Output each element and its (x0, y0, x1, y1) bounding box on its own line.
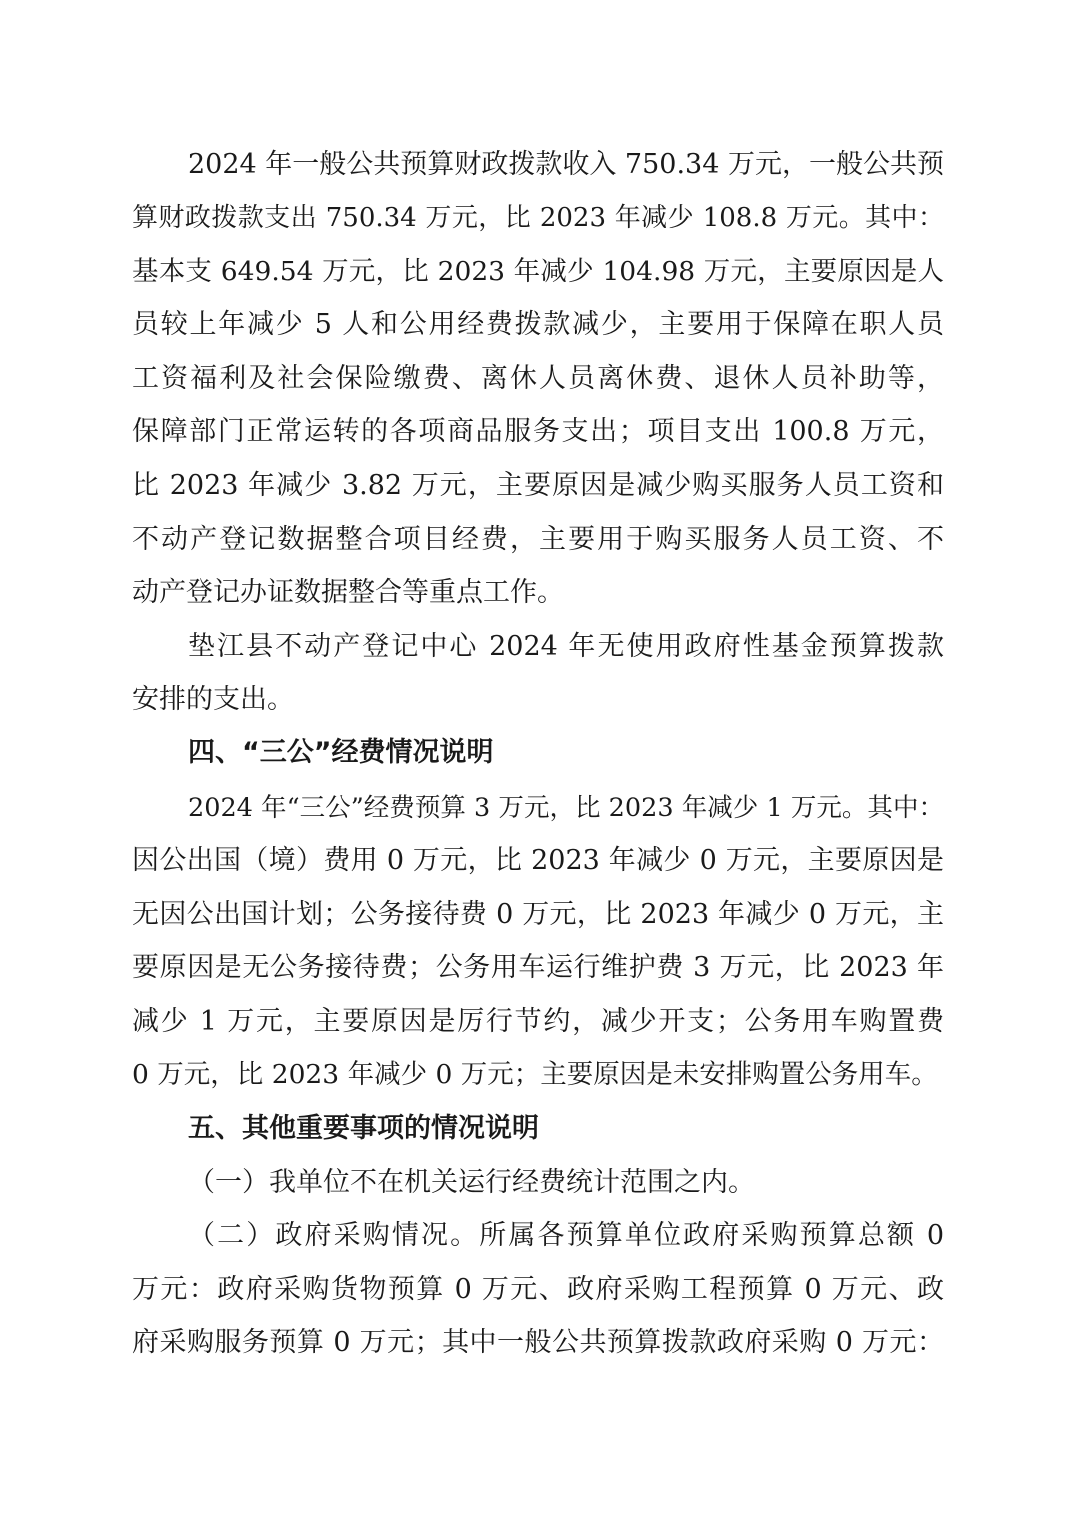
paragraph-line: 算财政拨款支出 750.34 万元，比 2023 年减少 108.8 万元。其中： (132, 203, 944, 233)
paragraph-line: 减少 1 万元，主要原因是厉行节约，减少开支；公务用车购置费 (132, 1006, 944, 1037)
paragraph-line: 不动产登记数据整合项目经费，主要用于购买服务人员工资、不 (132, 524, 944, 555)
paragraph-line: 2024 年一般公共预算财政拨款收入 750.34 万元，一般公共预 (188, 149, 944, 180)
paragraph-line: 保障部门正常运转的各项商品服务支出；项目支出 100.8 万元， (132, 416, 944, 447)
paragraph-line: 比 2023 年减少 3.82 万元，主要原因是减少购买服务人员工资和 (132, 470, 944, 501)
section-heading: 四、“三公”经费情况说明 (188, 737, 494, 768)
paragraph-line: 垫江县不动产登记中心 2024 年无使用政府性基金预算拨款 (188, 631, 944, 662)
paragraph-line: 2024 年“三公”经费预算 3 万元，比 2023 年减少 1 万元。其中： (188, 793, 944, 823)
paragraph-line: 基本支 649.54 万元，比 2023 年减少 104.98 万元，主要原因是人 (132, 256, 944, 287)
paragraph-line: （二）政府采购情况。所属各预算单位政府采购预算总额 0 (188, 1220, 944, 1251)
paragraph-line: 府采购服务预算 0 万元；其中一般公共预算拨款政府采购 0 万元： (132, 1327, 944, 1358)
paragraph-line: 安排的支出。 (132, 684, 294, 715)
paragraph-line: 要原因是无公务接待费；公务用车运行维护费 3 万元，比 2023 年 (132, 952, 944, 983)
paragraph-line: 万元：政府采购货物预算 0 万元、政府采购工程预算 0 万元、政 (132, 1274, 944, 1305)
paragraph-line: 0 万元，比 2023 年减少 0 万元；主要原因是未安排购置公务用车。 (132, 1059, 938, 1090)
paragraph-line: 员较上年减少 5 人和公用经费拨款减少，主要用于保障在职人员 (132, 309, 944, 340)
paragraph-line: （一）我单位不在机关运行经费统计范围之内。 (188, 1167, 755, 1198)
paragraph-line: 无因公出国计划；公务接待费 0 万元，比 2023 年减少 0 万元，主 (132, 899, 944, 930)
paragraph-line: 工资福利及社会保险缴费、离休人员离休费、退休人员补助等， (132, 363, 944, 394)
paragraph-line: 因公出国（境）费用 0 万元，比 2023 年减少 0 万元，主要原因是 (132, 845, 944, 876)
paragraph-line: 动产登记办证数据整合等重点工作。 (132, 577, 564, 608)
section-heading: 五、其他重要事项的情况说明 (188, 1113, 539, 1144)
